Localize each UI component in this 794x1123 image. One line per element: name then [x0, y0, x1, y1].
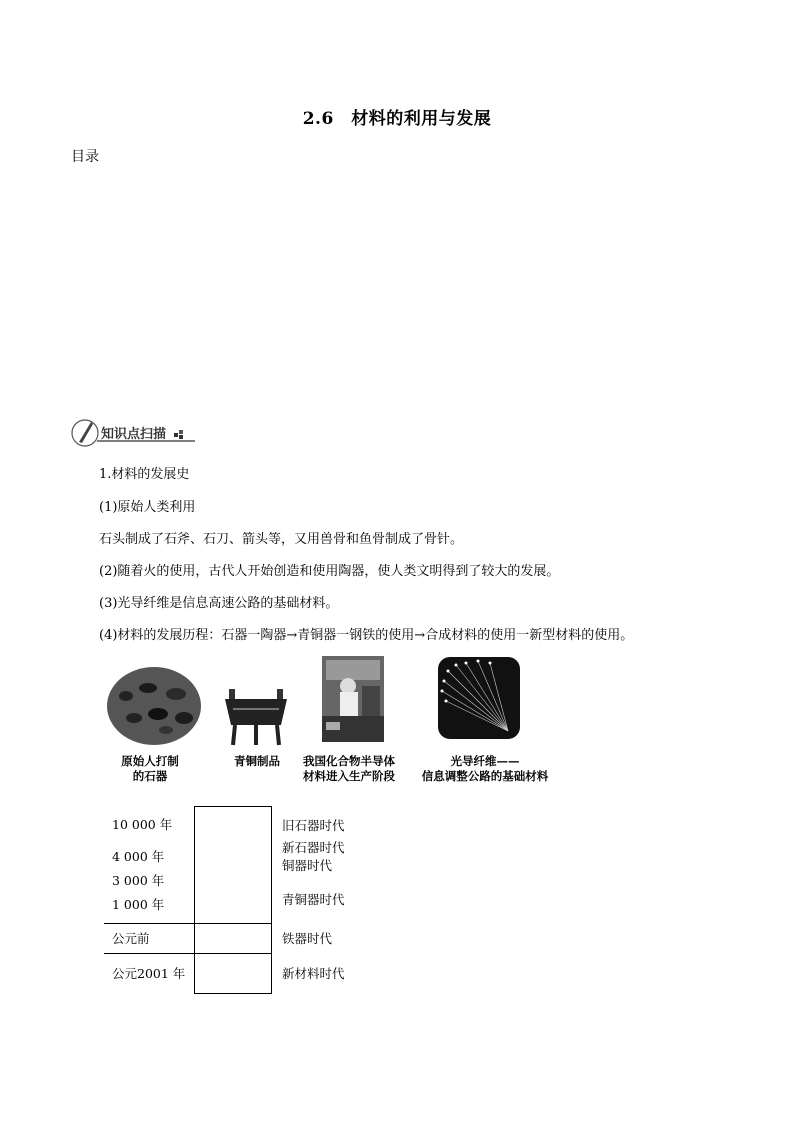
toc-label: 目录	[71, 149, 99, 165]
caption-optical-fiber	[410, 754, 560, 784]
caption-line: 信息调整公路的基础材料	[421, 769, 549, 783]
paragraph: (2)随着火的使用，古代人开始创造和使用陶器，使人类文明得到了较大的发展。	[99, 564, 560, 579]
bronze-ding-image	[221, 685, 291, 747]
timeline-year: 1 000 年	[112, 897, 165, 912]
timeline-era: 新石器时代	[282, 840, 345, 855]
caption-line: 青铜制品	[234, 754, 280, 768]
caption-bronze	[218, 754, 296, 769]
timeline-year: 公元前	[112, 931, 150, 946]
caption-line: 材料进入生产阶段	[303, 769, 395, 783]
paragraph: (3)光导纤维是信息高速公路的基础材料。	[99, 596, 339, 611]
timeline-year: 10 000 年	[112, 817, 173, 832]
caption-line: 我国化合物半导体	[303, 754, 395, 768]
timeline-year: 公元2001 年	[112, 966, 186, 981]
timeline-box	[194, 806, 272, 994]
timeline-divider	[104, 953, 272, 954]
timeline-divider	[104, 923, 272, 924]
caption-line: 光导纤维——	[450, 754, 520, 768]
timeline-era: 铜器时代	[282, 858, 333, 873]
timeline-year: 3 000 年	[112, 873, 165, 888]
semiconductor-factory-image	[322, 656, 384, 742]
caption-semiconductor	[294, 754, 404, 784]
paragraph: 石头制成了石斧、石刀、箭头等，又用兽骨和鱼骨制成了骨针。	[99, 532, 464, 547]
timeline-era: 青铜器时代	[282, 892, 345, 907]
section-badge	[71, 418, 195, 448]
caption-line: 原始人打制	[121, 754, 179, 768]
optical-fiber-image	[438, 657, 520, 739]
paragraph: (1)原始人类利用	[99, 500, 196, 515]
timeline-era: 新材料时代	[282, 966, 345, 981]
stone-tools-image	[106, 666, 202, 746]
caption-line: 的石器	[132, 769, 168, 783]
section-badge-text: 知识点扫描	[101, 427, 167, 442]
paragraph: 1.材料的发展史	[99, 467, 190, 482]
page-title: 2.6 材料的利用与发展	[302, 109, 492, 129]
caption-stone-tools	[104, 754, 196, 784]
timeline-era: 旧石器时代	[282, 818, 345, 833]
timeline-year: 4 000 年	[112, 849, 165, 864]
timeline-era: 铁器时代	[282, 931, 333, 946]
paragraph: (4)材料的发展历程：石器一陶器→青铜器一钢铁的使用→合成材料的使用一新型材料的使用。	[99, 628, 634, 643]
